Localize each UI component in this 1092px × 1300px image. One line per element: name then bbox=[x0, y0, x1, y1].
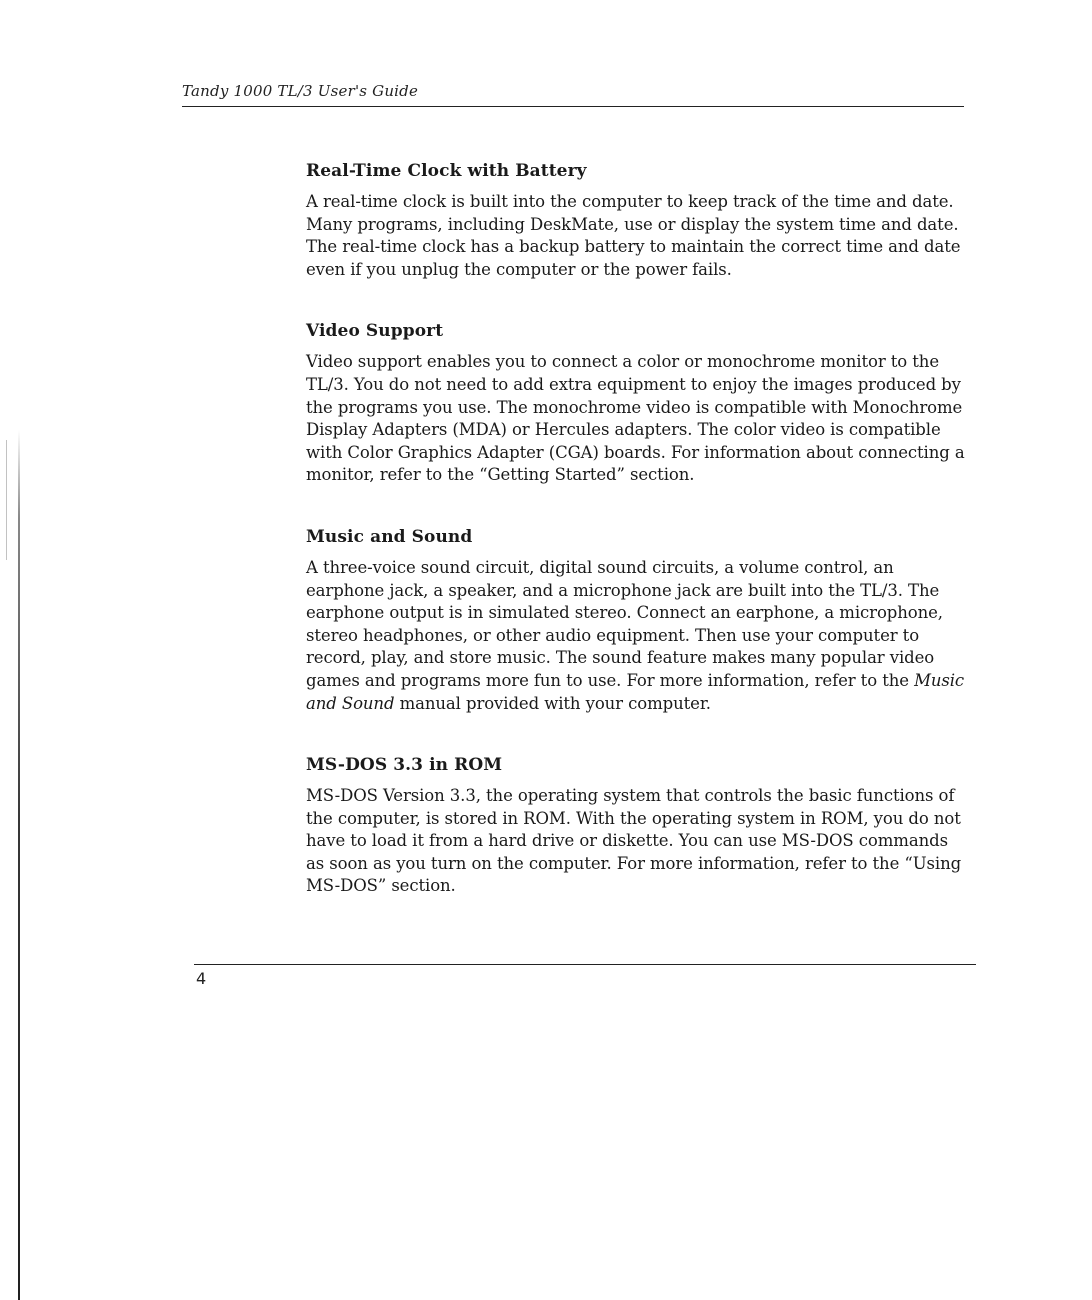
section-real-time-clock bbox=[306, 160, 970, 281]
section-heading: MS-DOS 3.3 in ROM bbox=[306, 755, 503, 776]
section-body bbox=[306, 557, 970, 715]
header-rule bbox=[182, 106, 964, 107]
running-header: Tandy 1000 TL/3 User's Guide bbox=[182, 82, 419, 100]
section-ms-dos-in-rom bbox=[306, 754, 970, 898]
section-heading: Real-Time Clock with Battery bbox=[306, 161, 587, 181]
section-body: MS-DOS Version 3.3, the operating system that controls the basic functions of the computer, is stored in ROM. With the operating system in ROM, you do not have to load it from a hard drive or diskette. You can use MS-DOS commands as soon as you turn on the computer. For more information, refer to the “Using MS-DOS” section. bbox=[306, 786, 962, 896]
manual-title: Music and Sound bbox=[306, 670, 965, 713]
section-body: A real-time clock is built into the computer to keep track of the time and date. Many programs, including DeskMate, use or display the system time and date. The real-time clock has a backup battery to maintain the correct time and date even if you unplug the computer or the power fails. bbox=[306, 192, 961, 279]
scan-edge-mark bbox=[6, 440, 7, 560]
section-body: Video support enables you to connect a color or monochrome monitor to the TL/3. You do not need to add extra equipment to enjoy the images produced by the programs you use. The monochrome video is compatible with Monochrome Display Adapters (MDA) or Hercules adapters. The color video is compatible with Color Graphics Adapter (CGA) boards. For information about connecting a monitor, refer to the “Getting Started” section. bbox=[306, 352, 965, 485]
page-number: 4 bbox=[196, 969, 207, 988]
section-heading: Video Support bbox=[306, 321, 444, 342]
section-music-and-sound bbox=[306, 526, 970, 715]
body-text: manual provided with your computer. bbox=[394, 693, 711, 713]
page-content bbox=[306, 160, 970, 937]
section-video-support bbox=[306, 320, 970, 487]
scan-edge-shadow bbox=[18, 430, 20, 1300]
body-text: A three-voice sound circuit, digital sound circuits, a volume control, an earphone jack, a speaker, and a microphone jack are built into the TL/3. The earphone output is in simulated stereo. Connect an earphone, a microphone, stereo headphones, or other audio equipment. Then use your computer to record, play, and store music. The sound feature makes many popular video games and programs more fun to use. For more information, refer to the bbox=[306, 557, 943, 690]
footer-rule bbox=[194, 964, 976, 965]
section-heading: Music and Sound bbox=[306, 526, 473, 547]
